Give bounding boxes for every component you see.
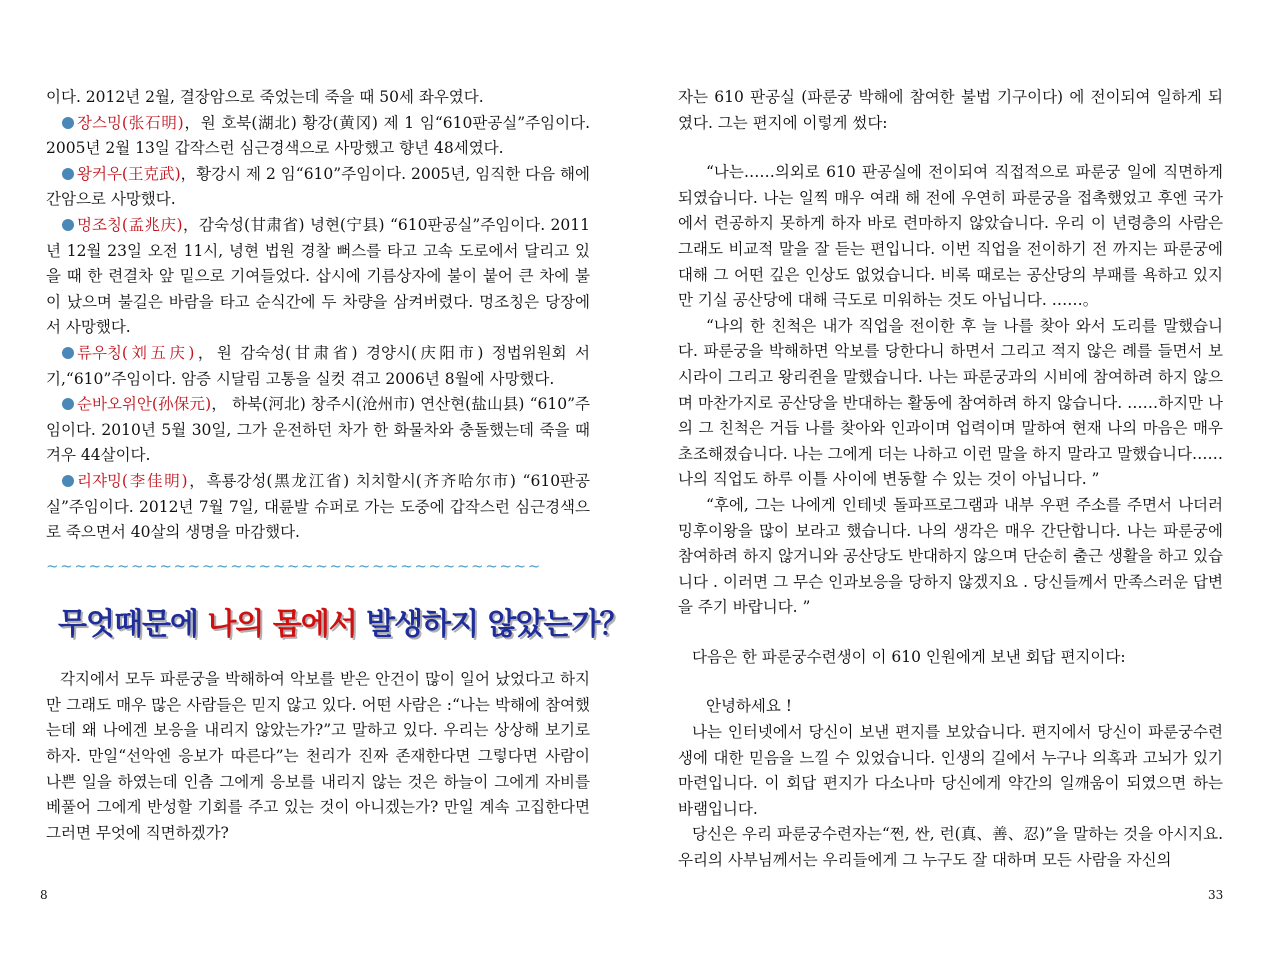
bullet-icon (62, 475, 74, 487)
item-text: ，원 감숙성(甘肃省) 경양시(庆阳市) 정법위원회 서기,“610”주임이다. 암증 시달림 고통을 실컷 겪고 2006년 8월에 사망했다. (46, 343, 590, 388)
person-name: 류우칭(刘五庆) (77, 343, 195, 362)
first-line: 이다. 2012년 2월, 결장암으로 죽었는데 죽을 때 50세 좌우였다. (46, 88, 484, 106)
section-headline (58, 605, 629, 645)
item-text: ，감숙성(甘肃省) 녕현(宁县) “610판공실”주임이다. 2011년 12월 23일 오전 11시, 녕현 법원 경찰 뻐스를 타고 고속 도로에서 달리고 있을 때 한 련결차 앞 밑으로 기여들었다. 삽시에 기름상자에 불이 붙어 큰 차에 불이 났으며 불길은 바람을 타고 순식간에 두 차량을 삼켜버렸다. 멍조칭은 당장에서 사망했다. (46, 215, 591, 337)
body-paragraph: 각지에서 모두 파룬궁을 박해하여 악보를 받은 안건이 많이 일어 났었다고 하지만 그래도 매우 많은 사람들은 믿지 않고 있다. 어떤 사람은 :“나는 박해에 참여했는데 왜 나에겐 보응을 내리지 않았는가?”고 말하고 있다. 우리는 상상해 보기로 하자. 만일“선악엔 응보가 따른다”는 천리가 진짜 존재한다면 그렇다면 사람이 나쁜 일을 하였는데 인츰 그에게 응보를 내리지 않는 것은 하늘이 그에게 자비를 베풀어 그에게 반성할 기회를 주고 있는 것이 아니겠는가? 만일 계속 고집한다면 그러면 무엇에 직면하겠가? (46, 670, 590, 842)
item-text: ，황강시 제 2 임“610”주임이다. 2005년, 임직한 다음 해에 간암으로 사망했다. (46, 164, 590, 209)
page-number-left: 8 (40, 888, 48, 902)
bullet-icon (62, 347, 74, 359)
wave-divider: ~~~~~~~~~~~~~~~~~~~~~~~~~~~~~~~~~~~ (46, 556, 542, 575)
bullet-icon (62, 117, 74, 129)
page-number-right: 33 (1208, 888, 1224, 902)
list-item (46, 469, 590, 546)
list-item (46, 341, 590, 392)
reply-intro: 다음은 한 파룬궁수련생이 이 610 인원에게 보낸 회답 편지이다: (692, 647, 1126, 666)
left-page (0, 0, 632, 978)
list-item (46, 213, 590, 341)
item-text: ，흑룡강성(黑龙江省) 치치할시(齐齐哈尔市) “610판공실”주임이다. 2012년 7월 7일, 대륜발 슈퍼로 가는 도중에 갑작스런 심근경색으로 죽으면서 40살의 생명을 마감했다. (46, 471, 590, 542)
greeting: 안녕하세요 ! (706, 697, 793, 716)
bullet-icon (62, 168, 74, 180)
list-item (46, 392, 590, 469)
person-name: 순바오위안(孙保元) (77, 395, 212, 414)
headline-part-3: 발생하지 않았는가？ (356, 607, 629, 643)
item-text: ， 하북(河北) 창주시(沧州市) 연산현(盐山县) “610”주임이다. 2010년 5월 30일, 그가 운전하던 차가 한 화물차와 충돌했는데 죽을 때 겨우 44살이다. (46, 395, 590, 465)
bullet-icon (62, 219, 74, 231)
quote-paragraph-2: “나의 한 친척은 내가 직업을 전이한 후 늘 나를 찾아 와서 도리를 말했습니다. 파룬궁을 박해하면 악보를 당한다니 하면서 그리고 적지 않은 례를 들면서 보시라이 그리고 왕리쥔을 말했습니다. 나는 파룬궁과의 시비에 참여하려 하지 않으며 마찬가지로 공산당을 반대하는 활동에 참여하려 하지 않습니다. ……하지만 나의 그 친척은 거듭 나를 찾아와 인과이며 업력이며 말하여 현재 나의 마음은 매우 초조해졌습니다. 나는 그에게 더는 나하고 이런 말을 하지 말라고 말했습니다……나의 직업도 하루 이틀 사이에 변동할 수 있는 것이 아닙니다. ” (678, 316, 1223, 489)
headline-part-2: 나의 몸에서 (207, 607, 357, 643)
list-item (46, 162, 590, 213)
left-text-column (46, 85, 629, 846)
person-name: 장스밍(张石明) (77, 113, 184, 132)
bullet-icon (62, 398, 74, 410)
right-text-column (678, 85, 1223, 874)
right-page (632, 0, 1265, 978)
headline-part-1: 무엇때문에 (58, 607, 208, 643)
intro-paragraph: 자는 610 판공실 (파룬궁 박해에 참여한 불법 기구이다) 에 전이되여 일하게 되였다. 그는 편지에 이렇게 썼다: (678, 88, 1223, 132)
reply-paragraph-2: 당신은 우리 파룬궁수련자는“쩐, 싼, 런(真、善、忍)”을 말하는 것을 아시지요. 우리의 사부님께서는 우리들에게 그 누구도 잘 대하며 모든 사람을 자신의 (678, 825, 1223, 870)
quote-paragraph-3: “후에, 그는 나에게 인테넷 돌파프로그램과 내부 우편 주소를 주면서 나더러 밍후이왕을 많이 보라고 했습니다. 나의 생각은 매우 간단합니다. 나는 파룬궁에 참여하려 하지 않거니와 공산당도 반대하지 않으며 단순히 출근 생활을 하고 있습니다 . 이러면 그 무슨 인과보응을 당하지 않겠지요 . 당신들께서 만족스러운 답변을 주기 바랍니다. ” (678, 495, 1223, 617)
person-name: 왕커우(王克武) (77, 164, 181, 183)
person-name: 리쟈밍(李佳明) (77, 471, 188, 490)
reply-paragraph-1: 나는 인터넷에서 당신이 보낸 편지를 보았습니다. 편지에서 당신이 파룬궁수련생에 대한 믿음을 느낄 수 있었습니다. 인생의 길에서 누구나 의혹과 고뇌가 있기 마련입니다. 이 회답 편지가 다소나마 당신에게 약간의 일깨움이 되였으면 하는 바램입니다. (678, 723, 1223, 818)
list-item (46, 111, 590, 162)
person-name: 멍조칭(孟兆庆) (77, 215, 183, 234)
item-text: ，원 호북(湖北) 황강(黄冈) 제 1 임“610판공실”주임이다. 2005년 2월 13일 갑작스런 심근경색으로 사망했고 향년 48세였다. (46, 113, 591, 158)
quote-paragraph-1: “나는……의외로 610 판공실에 전이되여 직접적으로 파룬궁 일에 직면하게 되였습니다. 나는 일찍 매우 여래 해 전에 우연히 파룬궁을 접촉했었고 후엔 국가에서 련공하지 못하게 하자 바로 련마하지 않았습니다. 우리 이 년령층의 사람은 그래도 비교적 말을 잘 듣는 편입니다. 이번 직업을 전이하기 전 까지는 파룬궁에 대해 그 어떤 깊은 인상도 없었습니다. 비록 때로는 공산당의 부패를 욕하고 있지만 기실 공산당에 대해 극도로 미워하는 것도 아닙니다. ……。 (678, 163, 1223, 310)
